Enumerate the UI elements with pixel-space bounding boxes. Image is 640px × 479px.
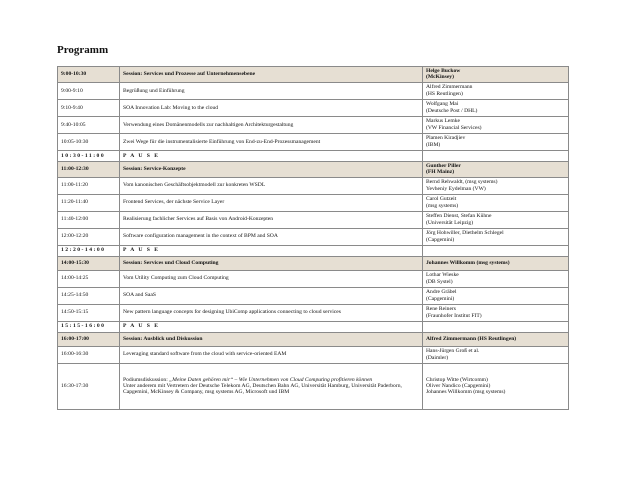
speaker-line: (Fraunhofer Institut FIT): [426, 312, 482, 319]
speaker-line: Oliver Nandico (Capgemini): [426, 382, 491, 389]
pause-row: [58, 321, 569, 332]
speaker-line: Bernd Rehwaldt, (msg systems): [426, 179, 498, 186]
speaker-line: Plamen Kiradjiev: [426, 135, 466, 142]
speaker-cell: [423, 346, 569, 363]
speaker-cell: [423, 321, 569, 332]
speaker-line: Lothar Wieske: [426, 272, 459, 279]
talk-row: [58, 346, 569, 363]
speaker-cell: [423, 133, 569, 150]
speaker-line: Helge Buckow: [426, 68, 461, 74]
time-cell: 9:10-9:40: [58, 99, 120, 116]
topic-cell: Verwendung eines Domänenmodells zur nachhaltigen Architekturgestaltung: [120, 116, 423, 133]
time-cell: 15:15-16:00: [58, 321, 120, 332]
time-cell: 14:50-15:15: [58, 304, 120, 321]
speaker-cell: [423, 161, 569, 177]
speaker-line: Wolfgang Mai: [426, 101, 459, 108]
talk-row: [58, 287, 569, 304]
speaker-line: (Daimler): [426, 354, 449, 361]
speaker-line: Markus Lemke: [426, 118, 461, 125]
speaker-cell: [423, 150, 569, 161]
topic-cell: Vom Utility Computing zum Cloud Computing: [120, 270, 423, 287]
time-cell: 14:00-14:25: [58, 270, 120, 287]
time-cell: 16:00-17:00: [58, 332, 120, 346]
topic-cell: Vom kanonischen Geschäftsobjektmodell zur konkreten WSDL: [120, 177, 423, 194]
speaker-line: (HS Reutlingen): [426, 90, 463, 97]
speaker-line: Johannes Willkomm (msg systems): [426, 259, 510, 266]
session-row: [58, 67, 569, 83]
speaker-cell: [423, 194, 569, 211]
session-row: [58, 332, 569, 346]
speaker-cell: [423, 256, 569, 270]
talk-row: [58, 270, 569, 287]
time-cell: 16:00-16:30: [58, 346, 120, 363]
speaker-cell: [423, 332, 569, 346]
pause-row: [58, 150, 569, 161]
speaker-cell: [423, 177, 569, 194]
talk-row: [58, 177, 569, 194]
speaker-line: Gunther Piller: [426, 162, 461, 169]
topic-cell: P A U S E: [120, 150, 423, 161]
topic-cell: SOA Innovation Lab: Moving to the cloud: [120, 99, 423, 116]
time-cell: 11:20-11:40: [58, 194, 120, 211]
speaker-line: (McKinsey): [426, 74, 454, 81]
speaker-cell: [423, 287, 569, 304]
speaker-line: (VW Financial Services): [426, 124, 482, 131]
speaker-line: Alfred Zimmermann (HS Reutlingen): [426, 335, 517, 342]
time-cell: 14:25-14:50: [58, 287, 120, 304]
speaker-line: Johannes Willkomm (msg systems): [426, 389, 506, 396]
speaker-cell: [423, 245, 569, 256]
time-cell: 9:40-10:05: [58, 116, 120, 133]
time-cell: 12:20-14:00: [58, 245, 120, 256]
time-cell: 11:00-11:20: [58, 177, 120, 194]
topic-cell: Begrüßung und Einführung: [120, 82, 423, 99]
topic-cell: Session: Service-Konzepte: [120, 161, 423, 177]
speaker-line: Jörg Hohwiller, Diethelm Schlegel: [426, 230, 504, 237]
topic-cell: P A U S E: [120, 321, 423, 332]
speaker-line: (Universität Leipzig): [426, 219, 474, 226]
time-cell: 10:05-10:30: [58, 133, 120, 150]
talk-row: [58, 82, 569, 99]
topic-cell: New pattern language concepts for designing UbiComp applications connecting to cloud services: [120, 304, 423, 321]
speaker-line: Steffen Dienst, Stefan Kühne: [426, 213, 492, 220]
topic-cell: P A U S E: [120, 245, 423, 256]
talk-row: [58, 99, 569, 116]
program-table: [57, 66, 569, 410]
speaker-line: (msg systems): [426, 202, 459, 209]
speaker-line: Alfred Zimmermann: [426, 84, 473, 91]
time-cell: 14:00-15:30: [58, 256, 120, 270]
speaker-line: Andre Gräbel: [426, 289, 457, 296]
speaker-line: Rene Reiners: [426, 306, 456, 313]
speaker-line: Carol Gutzeit: [426, 196, 457, 203]
time-cell: 16:30-17:30: [58, 363, 120, 409]
speaker-cell: [423, 82, 569, 99]
speaker-line: (IBM): [426, 141, 441, 148]
panel-description: Unter anderem mit Vertretern der Deutsche Telekom AG, Deutschen Bahn AG, Universität Hamburg, Universität Paderborn, Capgemini, McKinsey & Company, msg systems AG, Microsoft und IBM: [123, 382, 402, 396]
topic-cell: Zwei Wege für die instrumentalisierte Einführung von End-zu-End-Prozessmanagement: [120, 133, 423, 150]
talk-row: [58, 363, 569, 409]
time-cell: 10:30-11:00: [58, 150, 120, 161]
topic-cell: Session: Services und Cloud Computing: [120, 256, 423, 270]
speaker-line: Christop Witte (Wirtcomm): [426, 376, 488, 383]
page-title: Programm: [57, 44, 109, 56]
panel-title: „Meine Daten gehören mir“ – Wie Unternehmen von Cloud Computing profitieren können: [169, 376, 373, 383]
speaker-line: Hans-Jürgen Groß et al.: [426, 348, 480, 355]
panel-label: Podiumsdiskussion:: [123, 376, 170, 383]
talk-row: [58, 304, 569, 321]
speaker-cell: [423, 228, 569, 245]
topic-cell: SOA and SaaS: [120, 287, 423, 304]
speaker-line: (Capgemini): [426, 295, 455, 302]
speaker-line: (Capgemini): [426, 236, 455, 243]
speaker-line: (FH Mainz): [426, 169, 455, 176]
topic-cell: [120, 363, 423, 409]
pause-row: [58, 245, 569, 256]
topic-cell: Session: Ausblick und Diskussion: [120, 332, 423, 346]
talk-row: [58, 228, 569, 245]
time-cell: 11:00-12:30: [58, 161, 120, 177]
speaker-line: Yevheniy Eydelman (VW): [426, 185, 486, 192]
speaker-cell: [423, 99, 569, 116]
time-cell: 11:40-12:00: [58, 211, 120, 228]
topic-cell: Software configuration management in the context of BPM and SOA: [120, 228, 423, 245]
speaker-cell: [423, 304, 569, 321]
session-row: [58, 256, 569, 270]
session-row: [58, 161, 569, 177]
time-cell: 12:00-12:20: [58, 228, 120, 245]
topic-cell: Frontend Services, der nächste Service Layer: [120, 194, 423, 211]
topic-cell: Leveraging standard software from the cloud with service-oriented EAM: [120, 346, 423, 363]
talk-row: [58, 133, 569, 150]
talk-row: [58, 211, 569, 228]
speaker-cell: [423, 211, 569, 228]
talk-row: [58, 194, 569, 211]
speaker-line: (DB Systel): [426, 278, 453, 285]
speaker-cell: [423, 363, 569, 409]
time-cell: 9:00-10:30: [58, 67, 120, 83]
talk-row: [58, 116, 569, 133]
speaker-cell: [423, 116, 569, 133]
topic-cell: Realisierung fachlicher Services auf Basis von Android-Konzepten: [120, 211, 423, 228]
speaker-cell: [423, 270, 569, 287]
time-cell: 9:00-9:10: [58, 82, 120, 99]
speaker-cell: [423, 67, 569, 83]
speaker-line: (Deutsche Post / DHL): [426, 107, 478, 114]
topic-cell: Session: Services und Prozesse auf Unternehmensebene: [120, 67, 423, 83]
